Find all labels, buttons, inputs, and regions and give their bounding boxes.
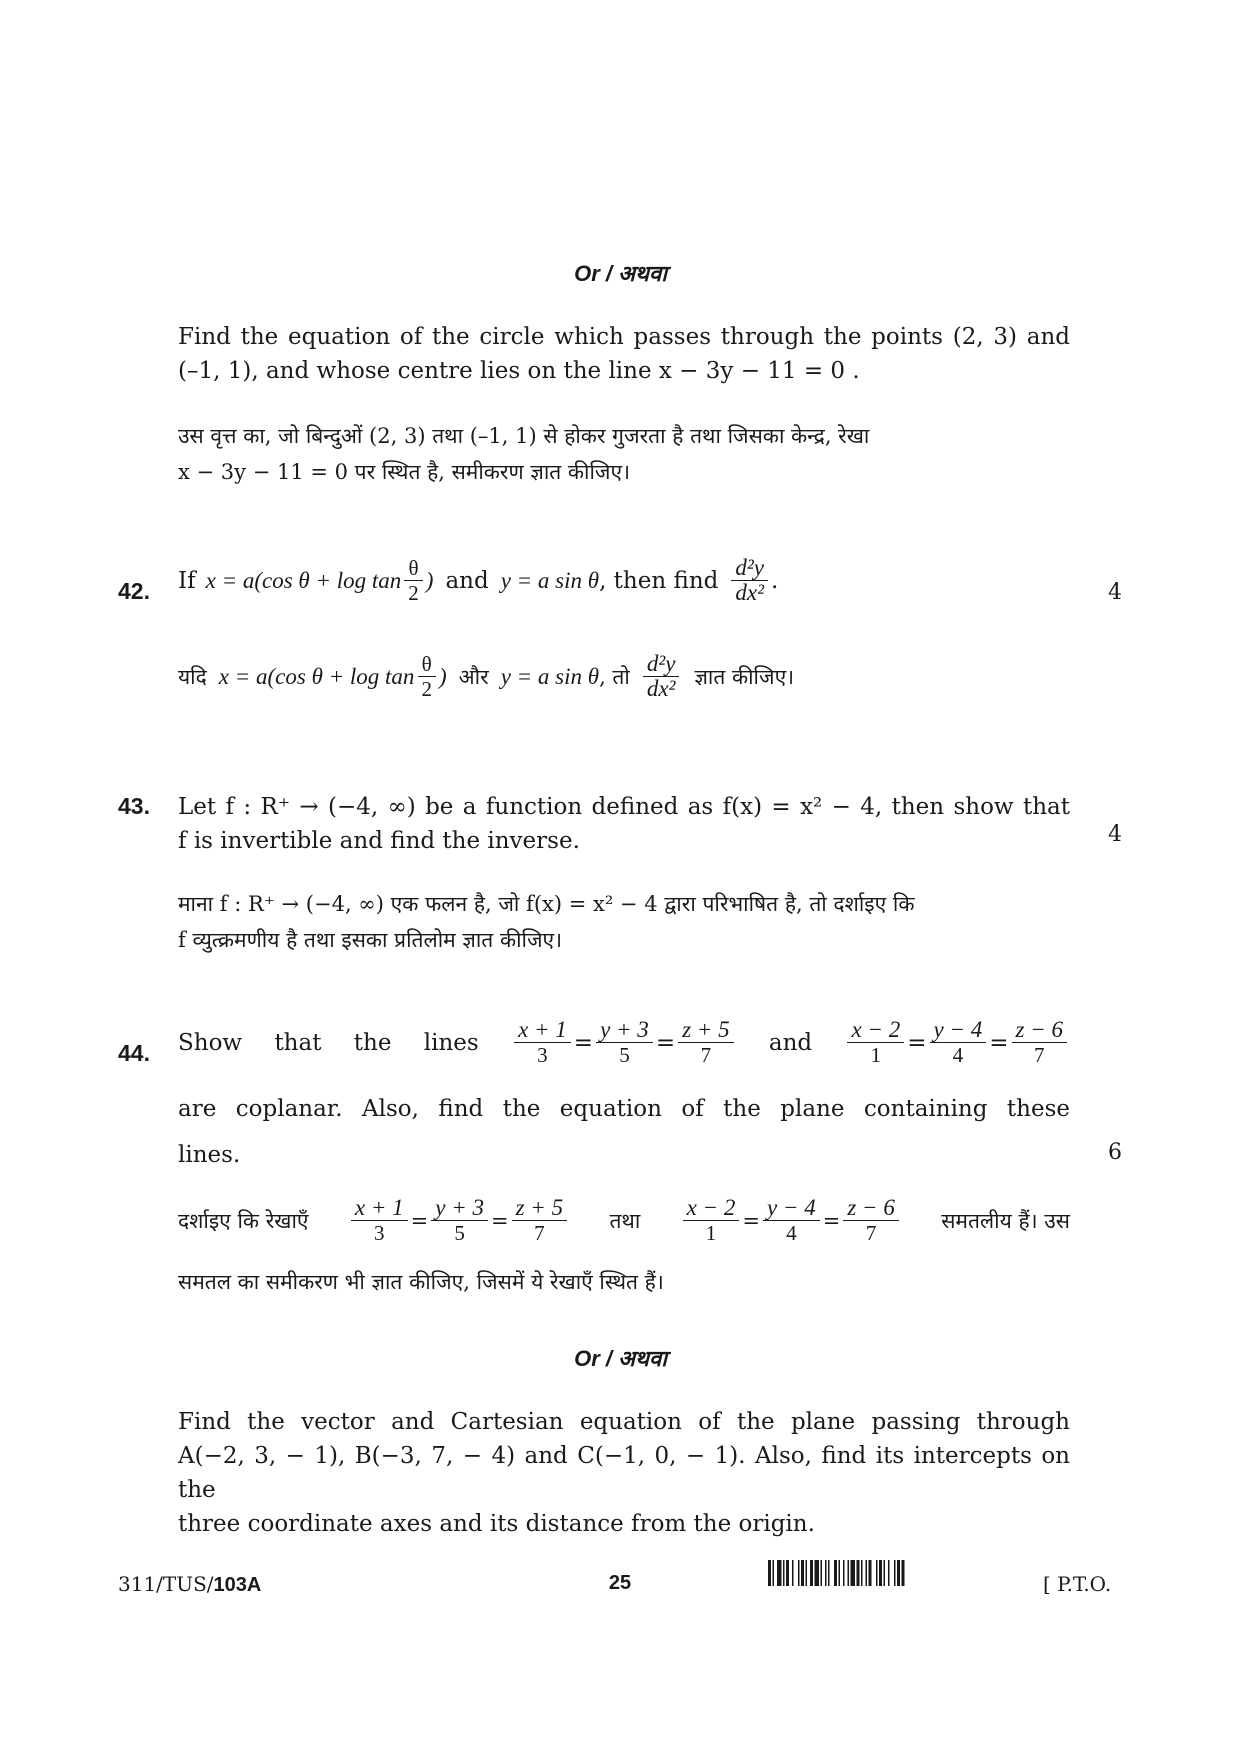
- frac-num: z + 5: [678, 1018, 733, 1043]
- q44-line2-eq: $\frac{x - 2}{1}$ = $\frac{y - 4}{4}$ = $\frac{z - 6}{7}$: [844, 1018, 1070, 1067]
- paper-code: [118, 1572, 261, 1597]
- q42-hi: [178, 652, 794, 701]
- q43-en: [178, 790, 1070, 858]
- frac-num: z − 6: [843, 1196, 898, 1221]
- frac-den: 7: [865, 1221, 877, 1245]
- q42-hi-yadi: यदि: [178, 664, 207, 689]
- q42-x-expr: x = a(cos θ + log tan: [205, 567, 402, 593]
- frac-num: d²y: [643, 652, 680, 677]
- q42-hi-derivative: [643, 652, 680, 701]
- frac-num: y − 4: [930, 1018, 987, 1043]
- barcode-icon: [768, 1560, 1030, 1586]
- q44-that: that: [274, 1029, 322, 1056]
- paper-code-prefix: 311/TUS/: [118, 1572, 214, 1596]
- plane-line2: A(−2, 3, − 1), B(−3, 7, − 4) and C(−1, 0, − 1). Also, find its intercepts on the: [178, 1443, 1070, 1503]
- frac-num: x − 2: [683, 1196, 740, 1221]
- q43-hi-line1: माना f : R⁺ → (−4, ∞) एक फलन है, जो f(x) = x² − 4 द्वारा परिभाषित है, तो दर्शाइए कि: [178, 892, 915, 916]
- q44-line1-eq: $\frac{x + 1}{3}$ = $\frac{y + 3}{5}$ = $\frac{z + 5}{7}$: [511, 1018, 737, 1067]
- q43-hi-line2: f व्युत्क्रमणीय है तथा इसका प्रतिलोम ज्ञात कीजिए।: [178, 928, 563, 952]
- circle-question-hi: [178, 418, 1070, 490]
- frac-den: 5: [619, 1043, 630, 1067]
- circle-hi-line2: x − 3y − 11 = 0 पर स्थित है, समीकरण ज्ञात कीजिए।: [178, 460, 631, 484]
- frac-den: 4: [952, 1043, 964, 1067]
- frac-num: d²y: [731, 556, 768, 581]
- q44-en-line3: lines.: [178, 1142, 241, 1168]
- q44-number: 44.: [118, 1040, 150, 1066]
- q44-en-line1: [178, 1018, 1070, 1067]
- paper-code-bold: 103A: [213, 1574, 262, 1596]
- q44-lines: lines: [423, 1029, 479, 1056]
- q44-marks: 6: [1108, 1140, 1122, 1165]
- frac-num: x − 2: [847, 1018, 904, 1043]
- q43-hi: [178, 886, 1070, 958]
- q44-hi-line1-eq: $\frac{x + 1}{3}$ = $\frac{y + 3}{5}$ = $\frac{z + 5}{7}$: [348, 1196, 570, 1245]
- plane-line1: Find the vector and Cartesian equation of the plane passing through: [178, 1409, 1070, 1435]
- frac-num: θ: [418, 652, 436, 677]
- frac-den: 5: [454, 1221, 465, 1245]
- frac-num: θ: [404, 556, 422, 581]
- frac-den: 2: [421, 677, 432, 701]
- q42-hi-aur: और: [458, 664, 489, 689]
- q42-hi-theta-frac: [417, 652, 436, 701]
- q44-hi-line2: समतल का समीकरण भी ज्ञात कीजिए, जिसमें ये रेखाएँ स्थित हैं।: [178, 1270, 664, 1294]
- q43-marks: 4: [1108, 822, 1122, 847]
- q42-and: and: [445, 567, 489, 594]
- frac-den: 3: [537, 1043, 548, 1067]
- q44-hi-tatha: तथा: [609, 1208, 641, 1233]
- q42-number: 42.: [118, 578, 150, 604]
- or-separator: Or / अथवा: [574, 261, 667, 286]
- frac-den: 1: [870, 1043, 882, 1067]
- frac-den: 7: [1034, 1043, 1045, 1067]
- q42-derivative: [731, 556, 768, 605]
- q44-en-rest: [178, 1086, 1070, 1178]
- or-separator-2: Or / अथवा: [574, 1346, 667, 1371]
- q42-hi-close: ): [438, 663, 447, 689]
- frac-den: 1: [705, 1221, 717, 1245]
- q42-y-expr: y = a sin θ: [500, 567, 600, 593]
- frac-num: x + 1: [351, 1196, 408, 1221]
- q42-dot: .: [770, 567, 779, 594]
- circle-en-line2: (–1, 1), and whose centre lies on the line x − 3y − 11 = 0 .: [178, 358, 860, 384]
- q42-hi-find: ज्ञात कीजिए।: [694, 664, 795, 689]
- frac-den: 2: [408, 581, 419, 605]
- q42-marks: 4: [1108, 580, 1122, 605]
- pto-label: [ P.T.O.: [1043, 1572, 1112, 1596]
- q44-en-line2: are coplanar. Also, find the equation of the plane containing these: [178, 1096, 1070, 1122]
- q44-hi-start: दर्शाइए कि रेखाएँ: [178, 1208, 309, 1233]
- plane-line3: three coordinate axes and its distance from the origin.: [178, 1511, 815, 1537]
- q44-the: the: [353, 1029, 392, 1056]
- circle-en-line1: Find the equation of the circle which passes through the points (2, 3) and: [178, 324, 1070, 350]
- q42-if: If: [178, 567, 196, 594]
- q43-en-line2: f is invertible and find the inverse.: [178, 828, 580, 854]
- frac-num: x + 1: [514, 1018, 571, 1043]
- frac-num: y + 3: [431, 1196, 488, 1221]
- q43-number: 43.: [118, 793, 150, 819]
- q42-then-find: , then find: [599, 567, 719, 594]
- circle-question-en: [178, 320, 1070, 388]
- frac-den: 4: [786, 1221, 797, 1245]
- frac-den: 7: [534, 1221, 545, 1245]
- q44-show: Show: [178, 1029, 243, 1056]
- q44-hi-line2-eq: $\frac{x - 2}{1}$ = $\frac{y - 4}{4}$ = $\frac{z - 6}{7}$: [680, 1196, 902, 1245]
- frac-num: z + 5: [512, 1196, 567, 1221]
- q42-en: [178, 556, 778, 605]
- frac-den: dx²: [735, 580, 764, 605]
- page-number: 25: [608, 1572, 632, 1594]
- q44-and: and: [768, 1029, 813, 1056]
- circle-hi-line1: उस वृत्त का, जो बिन्दुओं (2, 3) तथा (–1, 1) से होकर गुजरता है तथा जिसका केन्द्र, रेखा: [178, 424, 870, 448]
- q42-hi-x-expr: x = a(cos θ + log tan: [218, 663, 415, 689]
- frac-den: 7: [700, 1043, 712, 1067]
- q42-hi-y-expr: y = a sin θ: [500, 663, 600, 689]
- q43-en-line1: Let f : R⁺ → (−4, ∞) be a function defined as f(x) = x² − 4, then show that: [178, 794, 1070, 820]
- q42-close: ): [425, 567, 434, 593]
- q44-hi-line1: [178, 1196, 1070, 1245]
- q42-theta-frac: [404, 556, 423, 605]
- q44-hi-end: समतलीय हैं। उस: [941, 1208, 1070, 1233]
- frac-num: y + 3: [596, 1018, 653, 1043]
- plane-question: [178, 1405, 1070, 1541]
- frac-num: z − 6: [1012, 1018, 1067, 1043]
- q42-hi-to: , तो: [599, 664, 630, 689]
- frac-den: dx²: [646, 676, 676, 701]
- frac-num: y − 4: [763, 1196, 820, 1221]
- frac-den: 3: [374, 1221, 385, 1245]
